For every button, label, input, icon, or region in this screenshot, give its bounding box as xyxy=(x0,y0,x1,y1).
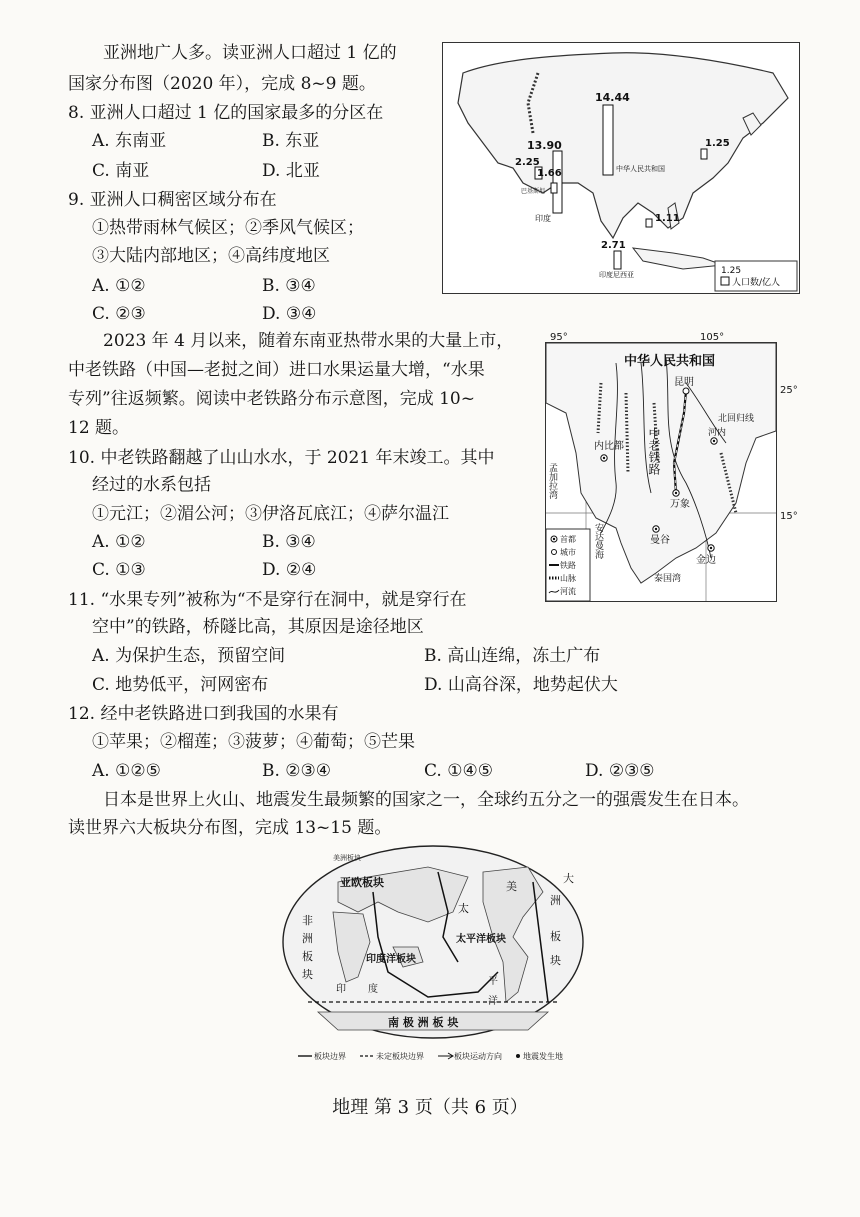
q9-stem: 9. 亚洲人口稠密区域分布在 xyxy=(68,190,277,210)
antarctic-plate-label: 南 极 洲 板 块 xyxy=(388,1016,459,1029)
naypyidaw-label: 内比都 xyxy=(594,441,624,452)
q8-option-d: D. 北亚 xyxy=(262,161,320,181)
railway-label: 中老铁路 xyxy=(647,427,661,475)
china-label: 中华人民共和国 xyxy=(624,354,716,369)
value-indonesia: 2.71 xyxy=(601,240,626,251)
bar-bangladesh xyxy=(551,183,557,193)
q10-option-b: B. ③④ xyxy=(262,532,316,552)
q11-option-b: B. 高山连绵，冻土广布 xyxy=(424,646,601,666)
intro-13-15-line1: 日本是世界上火山、地震发生最频繁的国家之一，全球约五分之一的强震发生在日本。 xyxy=(103,790,749,810)
african-plate-char-4: 块 xyxy=(302,968,313,981)
map2-lat-25: 25° xyxy=(780,385,798,396)
kunming-marker xyxy=(683,388,689,394)
q9-option-c: C. ②③ xyxy=(92,304,146,324)
q12-option-a: A. ①②⑤ xyxy=(92,761,161,781)
value-philippines: 1.11 xyxy=(655,213,680,224)
q11-option-a: A. 为保护生态，预留空间 xyxy=(92,646,286,666)
legend-mountain: 山脉 xyxy=(560,574,576,583)
q12-stem: 12. 经中老铁路进口到我国的水果有 xyxy=(68,704,339,724)
q11-stem-line1: 11. “水果专列”被称为“不是穿行在洞中，就是穿行在 xyxy=(68,590,467,610)
legend-river: 河流 xyxy=(560,587,576,596)
bangkok-marker-dot xyxy=(655,528,657,530)
indonesia-shape xyxy=(633,248,723,269)
kunming-label: 昆明 xyxy=(674,377,694,388)
map2-lon-105-top: 105° xyxy=(700,332,725,343)
q9-statements-line1: ①热带雨林气候区；②季风气候区； xyxy=(92,218,364,238)
bay-of-bengal-label: 孟加拉湾 xyxy=(547,463,557,499)
bar-india xyxy=(553,151,562,213)
legend-capital: 首都 xyxy=(560,535,576,544)
intro-8-9-line2: 国家分布图（2020 年），完成 8~9 题。 xyxy=(68,74,376,94)
q9-option-d: D. ③④ xyxy=(262,304,317,324)
q10-stem-line2: 经过的水系包括 xyxy=(92,475,211,495)
q12-option-d: D. ②③⑤ xyxy=(585,761,655,781)
china-laos-railway-map xyxy=(545,342,777,602)
vientiane-marker-dot xyxy=(675,492,677,494)
map2-lat-15: 15° xyxy=(780,511,798,522)
label-india: 印度 xyxy=(535,214,551,223)
bangkok-label: 曼谷 xyxy=(650,535,670,546)
q11-stem-line2: 空中”的铁路，桥隧比高，其原因是途径地区 xyxy=(92,617,424,637)
indian-plate-label: 印度洋板块 xyxy=(366,954,416,965)
american-plate-char-4: 块 xyxy=(550,954,561,967)
indian-du-label: 度 xyxy=(368,984,378,995)
q11-option-c: C. 地势低平，河网密布 xyxy=(92,675,269,695)
intro-10-12-line1: 2023 年 4 月以来，随着东南亚热带水果的大量上市， xyxy=(103,331,514,351)
value-pakistan: 2.25 xyxy=(515,157,540,168)
q8-option-b: B. 东亚 xyxy=(262,131,320,151)
q10-option-c: C. ①③ xyxy=(92,560,146,580)
legend-rail: 铁路 xyxy=(560,561,576,570)
american-plate-char-2: 洲 xyxy=(550,894,561,907)
q12-option-b: B. ②③④ xyxy=(262,761,332,781)
q11-option-d: D. 山高谷深，地势起伏大 xyxy=(424,675,618,695)
value-bangladesh: 1.66 xyxy=(537,168,562,179)
legend-city: 城市 xyxy=(560,548,576,557)
q9-statements-line2: ③大陆内部地区；④高纬度地区 xyxy=(92,246,330,266)
value-japan: 1.25 xyxy=(705,138,730,149)
map3-corner-label: 美洲板块 xyxy=(333,854,361,862)
intro-10-12-line4: 12 题。 xyxy=(68,418,130,438)
hanoi-label: 河内 xyxy=(708,428,727,438)
eurasian-plate-label: 亚欧板块 xyxy=(340,876,384,889)
legend-quake: 地震发生地 xyxy=(523,1052,563,1061)
map2-lon-95-top: 95° xyxy=(550,332,568,343)
q10-stem-line1: 10. 中老铁路翻越了山山水水，于 2021 年末竣工。其中 xyxy=(68,448,495,468)
pacific-ping-label: 平 xyxy=(488,976,498,987)
bar-china xyxy=(603,105,613,175)
legend-border: 板块边界 xyxy=(314,1052,346,1061)
indian-yin-label: 印 xyxy=(336,984,346,995)
legend-cylinder-icon xyxy=(721,277,729,285)
african-plate-char-1: 非 xyxy=(302,914,313,927)
lon-95-label xyxy=(576,343,592,344)
bar-japan xyxy=(701,149,707,159)
q8-stem: 8. 亚洲人口超过 1 亿的国家最多的分区在 xyxy=(68,103,384,123)
label-china: 中华人民共和国 xyxy=(616,165,665,173)
asia-landmass-shape xyxy=(458,53,788,238)
q9-option-b: B. ③④ xyxy=(262,276,316,296)
page-footer: 地理 第 3 页（共 6 页） xyxy=(332,1097,528,1118)
phnompenh-label: 金边 xyxy=(696,555,716,566)
q10-option-a: A. ①② xyxy=(92,532,146,552)
bar-indonesia xyxy=(614,251,621,269)
intro-8-9-line1: 亚洲地广人多。读亚洲人口超过 1 亿的 xyxy=(103,43,397,63)
value-india: 13.90 xyxy=(527,139,562,152)
atlantic-da-label: 大 xyxy=(563,872,574,885)
asia-population-map xyxy=(442,42,800,294)
world-plates-map xyxy=(278,842,588,1064)
american-plate-char-3: 板 xyxy=(550,930,561,943)
q12-option-c: C. ①④⑤ xyxy=(424,761,493,781)
intro-10-12-line3: 专列”往返频繁。阅读中老铁路分布示意图，完成 10~ xyxy=(68,389,475,409)
legend-quake-dot-icon xyxy=(516,1054,520,1058)
legend-capital-icon-dot xyxy=(553,538,555,540)
q12-statements: ①苹果；②榴莲；③菠萝；④葡萄；⑤芒果 xyxy=(92,732,415,752)
q10-option-d: D. ②④ xyxy=(262,560,317,580)
gulf-of-thailand-label: 泰国湾 xyxy=(654,574,682,584)
legend-city-icon xyxy=(552,550,557,555)
q10-statements: ①元江；②湄公河；③伊洛瓦底江；④萨尔温江 xyxy=(92,504,449,524)
american-plate-char-1: 美 xyxy=(506,880,517,893)
phnompenh-marker-dot xyxy=(710,547,712,549)
pacific-plate-label: 太平洋板块 xyxy=(456,934,506,945)
q9-option-a: A. ①② xyxy=(92,276,146,296)
pacific-tai-label: 太 xyxy=(458,902,469,915)
andaman-sea-label: 安达曼海 xyxy=(593,523,603,559)
bar-philippines xyxy=(646,219,652,227)
legend-undef: 未定板块边界 xyxy=(376,1052,424,1061)
label-indonesia: 印度尼西亚 xyxy=(599,271,634,279)
intro-10-12-line2: 中老铁路（中国—老挝之间）进口水果运量大增，“水果 xyxy=(68,360,485,380)
legend-value: 1.25 xyxy=(721,266,742,276)
label-pakistan: 巴基斯坦 xyxy=(521,188,546,195)
legend-label: 人口数/亿人 xyxy=(732,278,781,288)
legend-move: 板块运动方向 xyxy=(454,1052,502,1061)
african-plate-char-3: 板 xyxy=(302,950,313,963)
naypyidaw-marker-dot xyxy=(603,457,605,459)
intro-13-15-line2: 读世界六大板块分布图，完成 13~15 题。 xyxy=(68,818,392,838)
q8-option-c: C. 南亚 xyxy=(92,161,150,181)
hanoi-marker-dot xyxy=(713,440,715,442)
vientiane-label: 万象 xyxy=(670,499,690,510)
tropic-label: 北回归线 xyxy=(718,414,755,424)
african-plate-char-2: 洲 xyxy=(302,932,313,945)
q8-option-a: A. 东南亚 xyxy=(92,131,167,151)
value-china: 14.44 xyxy=(595,91,630,104)
pacific-yang-label: 洋 xyxy=(488,996,498,1007)
